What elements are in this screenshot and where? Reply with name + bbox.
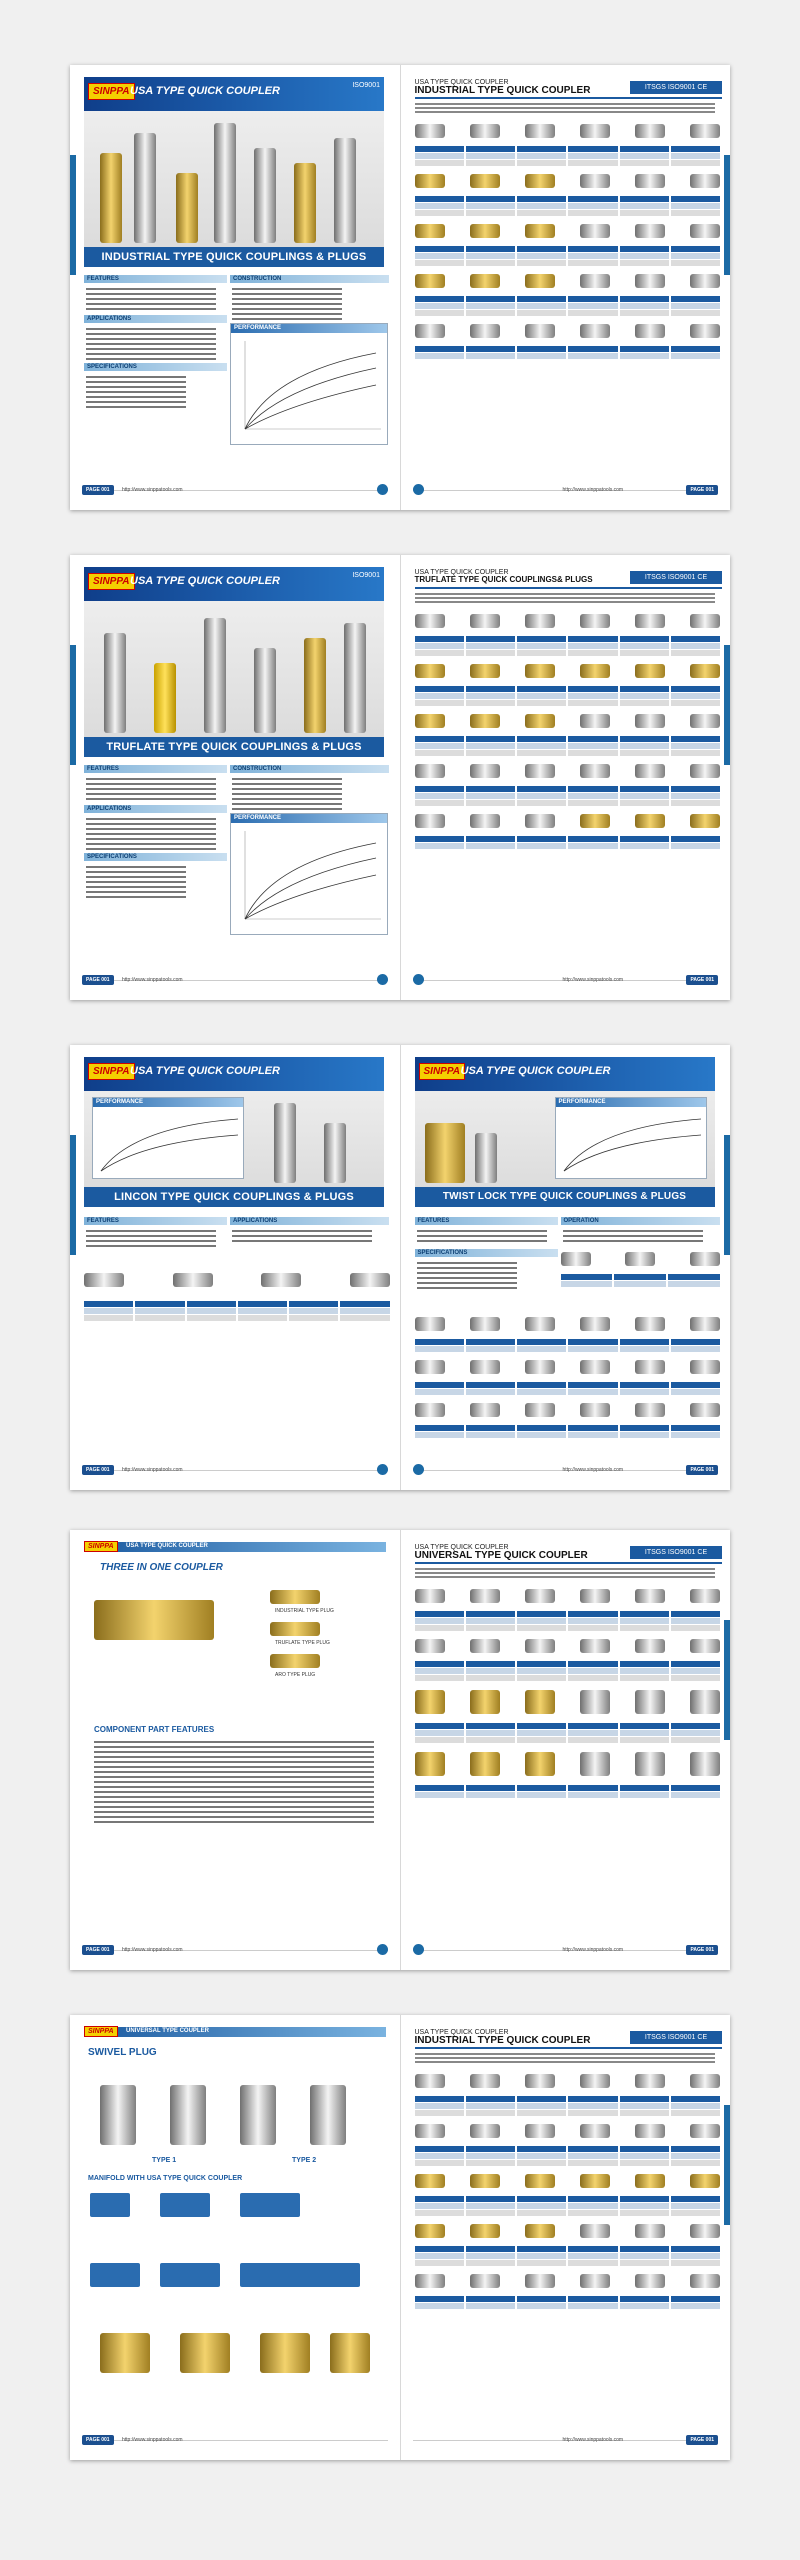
features-heading: FEATURES <box>84 275 227 283</box>
intro-text <box>415 1566 715 1580</box>
fitting <box>154 663 176 733</box>
construction-text <box>232 775 342 813</box>
features-heading: FEATURES <box>84 1217 227 1225</box>
page-title: UNIVERSAL TYPE QUICK COUPLER <box>414 1550 588 1561</box>
left-page <box>70 555 401 1000</box>
construction-heading: CONSTRUCTION <box>230 275 389 283</box>
applications-text <box>86 325 216 363</box>
performance-chart <box>230 323 388 445</box>
applications-text <box>86 815 216 853</box>
fitting <box>134 133 156 243</box>
page-title: TRUFLATE TYPE QUICK COUPLINGS & PLUGS <box>84 737 384 757</box>
fitting <box>475 1133 497 1183</box>
brand-logo: SINPPA <box>88 1063 135 1080</box>
page-badge: PAGE 001 <box>686 2435 718 2445</box>
page-title: TRUFLATE TYPE QUICK COUPLINGS& PLUGS <box>414 575 593 584</box>
hero-image <box>415 1057 715 1207</box>
features-text <box>417 1227 547 1245</box>
subtitle: USA TYPE QUICK COUPLER <box>414 2029 509 2036</box>
product-row <box>415 607 721 635</box>
specifications-heading: SPECIFICATIONS <box>415 1249 558 1257</box>
plug-aro <box>270 1654 320 1668</box>
performance-curve <box>556 1107 706 1177</box>
left-page <box>70 1045 401 1490</box>
performance-heading: PERFORMANCE <box>556 1098 706 1107</box>
product-row <box>415 1353 721 1381</box>
page-badge: PAGE 001 <box>82 485 114 495</box>
plug-industrial <box>270 1590 320 1604</box>
website-link[interactable]: http://www.sinppatools.com <box>122 2437 183 2443</box>
left-page <box>70 2015 401 2460</box>
title-rule <box>415 587 723 589</box>
construction-text <box>232 285 342 323</box>
product-row <box>415 2267 721 2295</box>
footer <box>82 2437 388 2450</box>
product-row <box>415 267 721 295</box>
footer <box>82 1947 388 1960</box>
product-row <box>415 707 721 735</box>
performance-heading: PERFORMANCE <box>231 814 387 823</box>
product-grid <box>415 1310 721 1439</box>
performance-heading: PERFORMANCE <box>231 324 387 333</box>
page-badge: PAGE 001 <box>686 485 718 495</box>
hero-tagline: USA TYPE QUICK COUPLER <box>130 1065 280 1077</box>
catalog-spread-2 <box>70 555 730 1000</box>
product-row <box>561 1245 721 1273</box>
component-heading: COMPONENT PART FEATURES <box>94 1725 215 1734</box>
specifications-table <box>86 863 186 901</box>
brand-logo: SINPPA <box>88 573 135 590</box>
construction-heading: CONSTRUCTION <box>230 765 389 773</box>
hero-image <box>84 77 384 267</box>
side-tab <box>70 155 76 275</box>
type-label: TYPE 1 <box>152 2157 177 2164</box>
intro-text <box>415 101 715 115</box>
performance-curve <box>93 1107 243 1177</box>
page-badge: PAGE 001 <box>82 1465 114 1475</box>
fitting <box>104 633 126 733</box>
features-heading: FEATURES <box>415 1217 558 1225</box>
product-row <box>415 757 721 785</box>
fitting <box>294 163 316 243</box>
footer <box>413 2437 719 2450</box>
fitting <box>425 1123 465 1183</box>
page-badge: PAGE 001 <box>82 975 114 985</box>
left-page <box>70 65 401 510</box>
page-number-icon <box>413 1464 424 1475</box>
hero-image <box>84 567 384 757</box>
catalog-spread-5 <box>70 2015 730 2460</box>
fitting <box>254 648 276 733</box>
page-badge: PAGE 001 <box>686 1465 718 1475</box>
side-tab <box>724 2105 730 2225</box>
footer <box>82 977 388 990</box>
plug-label: TRUFLATE TYPE PLUG <box>275 1640 330 1646</box>
performance-chart <box>230 813 388 935</box>
website-link[interactable]: http://www.sinppatools.com <box>562 487 624 493</box>
features-text <box>86 1227 216 1250</box>
product-row <box>415 167 721 195</box>
section-heading: SWIVEL PLUG <box>88 2047 157 2058</box>
cert-mark: ISO9001 <box>352 572 380 579</box>
website-link[interactable]: http://www.sinppatools.com <box>562 1947 624 1953</box>
side-tab <box>70 1135 76 1255</box>
fitting <box>344 623 366 733</box>
operation-heading: OPERATION <box>561 1217 720 1225</box>
applications-text <box>232 1227 372 1245</box>
brand-logo: SINPPA <box>84 2026 118 2037</box>
cert-band: ITSGS ISO9001 CE <box>630 81 722 94</box>
website-link[interactable]: http://www.sinppatools.com <box>122 1467 183 1473</box>
catalog-spread-4 <box>70 1530 730 1970</box>
product-row <box>415 1310 721 1338</box>
plug-label: ARO TYPE PLUG <box>275 1672 316 1678</box>
features-heading: FEATURES <box>84 765 227 773</box>
plug-label: INDUSTRIAL TYPE PLUG <box>275 1608 334 1614</box>
swivel-plug <box>100 2085 136 2145</box>
applications-heading: APPLICATIONS <box>230 1217 389 1225</box>
banner-title: USA TYPE QUICK COUPLER <box>126 1543 208 1549</box>
product-row <box>415 2117 721 2145</box>
product-photo <box>94 607 374 733</box>
footer <box>82 1467 388 1480</box>
product-grid <box>561 1245 721 1288</box>
product-row <box>415 1744 721 1784</box>
subtitle: USA TYPE QUICK COUPLER <box>414 79 509 86</box>
performance-chart <box>92 1097 244 1179</box>
fitting <box>214 123 236 243</box>
subtitle: USA TYPE QUICK COUPLER <box>414 1544 509 1551</box>
product-row <box>415 1632 721 1660</box>
right-page <box>401 1045 731 1490</box>
intro-text <box>415 2051 715 2065</box>
banner-title: UNIVERSAL TYPE COUPLER <box>126 2028 209 2034</box>
cert-band: ITSGS ISO9001 CE <box>630 1546 722 1559</box>
fitting <box>100 153 122 243</box>
website-link[interactable]: http://www.sinppatools.com <box>122 977 183 983</box>
website-link[interactable]: http://www.sinppatools.com <box>122 487 183 493</box>
page-number-icon <box>377 974 388 985</box>
performance-curve <box>231 823 387 931</box>
product-row <box>415 657 721 685</box>
page-number-icon <box>413 1944 424 1955</box>
website-link[interactable]: http://www.sinppatools.com <box>562 2437 624 2443</box>
product-grid <box>415 117 721 360</box>
product-row <box>415 1682 721 1722</box>
section-heading: THREE IN ONE COUPLER <box>100 1562 223 1573</box>
product-row <box>415 1582 721 1610</box>
page-number-icon <box>377 1944 388 1955</box>
performance-chart <box>555 1097 707 1179</box>
right-page <box>401 555 731 1000</box>
product-row <box>415 807 721 835</box>
page-number-icon <box>413 974 424 985</box>
page-badge: PAGE 001 <box>686 975 718 985</box>
catalog-spread-3 <box>70 1045 730 1490</box>
website-link[interactable]: http://www.sinppatools.com <box>122 1947 183 1953</box>
cert-mark: ISO9001 <box>352 82 380 89</box>
page-number-icon <box>377 1464 388 1475</box>
website-link[interactable]: http://www.sinppatools.com <box>562 977 624 983</box>
product-row <box>415 2067 721 2095</box>
page-badge: PAGE 001 <box>686 1945 718 1955</box>
right-page <box>401 2015 731 2460</box>
footer <box>413 1467 719 1480</box>
side-tab <box>724 155 730 275</box>
page-badge: PAGE 001 <box>82 1945 114 1955</box>
side-tab <box>724 1620 730 1740</box>
product-row <box>84 1260 390 1300</box>
product-grid <box>84 1260 390 1322</box>
performance-curve <box>231 333 387 441</box>
side-tab <box>724 645 730 765</box>
title-rule <box>415 97 723 99</box>
footer <box>82 487 388 500</box>
fitting <box>274 1103 296 1183</box>
brand-logo: SINPPA <box>84 1541 118 1552</box>
product-row <box>415 2167 721 2195</box>
fitting <box>254 148 276 243</box>
hero-image <box>84 1057 384 1207</box>
coupler-illustration <box>94 1600 214 1640</box>
plug-truflate <box>270 1622 320 1636</box>
footer <box>413 977 719 990</box>
manifold-grid <box>90 2193 380 2423</box>
specifications-table <box>86 373 186 411</box>
applications-heading: APPLICATIONS <box>84 315 227 323</box>
product-grid <box>415 2067 721 2310</box>
title-rule <box>415 2047 723 2049</box>
operation-text <box>563 1227 703 1245</box>
product-photo <box>94 117 374 243</box>
page-number-icon <box>413 484 424 495</box>
page-title: INDUSTRIAL TYPE QUICK COUPLER <box>414 2035 591 2046</box>
fitting <box>176 173 198 243</box>
page-number-icon <box>377 484 388 495</box>
website-link[interactable]: http://www.sinppatools.com <box>562 1467 624 1473</box>
performance-heading: PERFORMANCE <box>93 1098 243 1107</box>
product-row <box>415 117 721 145</box>
fitting <box>204 618 226 733</box>
product-row <box>415 217 721 245</box>
page-title: TWIST LOCK TYPE QUICK COUPLINGS & PLUGS <box>415 1187 715 1207</box>
fitting <box>304 638 326 733</box>
title-rule <box>415 1562 723 1564</box>
left-page <box>70 1530 401 1970</box>
cert-band: ITSGS ISO9001 CE <box>630 571 722 584</box>
footer <box>413 1947 719 1960</box>
specifications-table <box>417 1259 517 1292</box>
page-title: LINCON TYPE QUICK COUPLINGS & PLUGS <box>84 1187 384 1207</box>
cert-band: ITSGS ISO9001 CE <box>630 2031 722 2044</box>
specifications-heading: SPECIFICATIONS <box>84 853 227 861</box>
product-row <box>415 317 721 345</box>
product-grid <box>415 607 721 850</box>
component-list <box>94 1738 374 1826</box>
side-tab <box>724 1135 730 1255</box>
page-title: INDUSTRIAL TYPE QUICK COUPLINGS & PLUGS <box>84 247 384 267</box>
features-text <box>86 285 216 313</box>
fitting <box>324 1123 346 1183</box>
intro-text <box>415 591 715 605</box>
product-grid <box>415 1582 721 1799</box>
hero-tagline: USA TYPE QUICK COUPLER <box>130 85 280 97</box>
type-label: TYPE 2 <box>292 2157 317 2164</box>
brand-logo: SINPPA <box>419 1063 466 1080</box>
right-page <box>401 65 731 510</box>
swivel-plug <box>240 2085 276 2145</box>
page-badge: PAGE 001 <box>82 2435 114 2445</box>
manifold-heading: MANIFOLD WITH USA TYPE QUICK COUPLER <box>88 2175 243 2182</box>
features-text <box>86 775 216 803</box>
footer <box>413 487 719 500</box>
hero-tagline: USA TYPE QUICK COUPLER <box>460 1065 611 1077</box>
applications-heading: APPLICATIONS <box>84 805 227 813</box>
brand-logo: SINPPA <box>88 83 135 100</box>
swivel-plug <box>170 2085 206 2145</box>
side-tab <box>70 645 76 765</box>
right-page <box>401 1530 731 1970</box>
specifications-heading: SPECIFICATIONS <box>84 363 227 371</box>
catalog-spread-1 <box>70 65 730 510</box>
swivel-plug <box>310 2085 346 2145</box>
product-row <box>415 2217 721 2245</box>
product-row <box>415 1396 721 1424</box>
subtitle: USA TYPE QUICK COUPLER <box>414 569 509 576</box>
fitting <box>334 138 356 243</box>
page-title: INDUSTRIAL TYPE QUICK COUPLER <box>414 85 591 96</box>
hero-tagline: USA TYPE QUICK COUPLER <box>130 575 280 587</box>
